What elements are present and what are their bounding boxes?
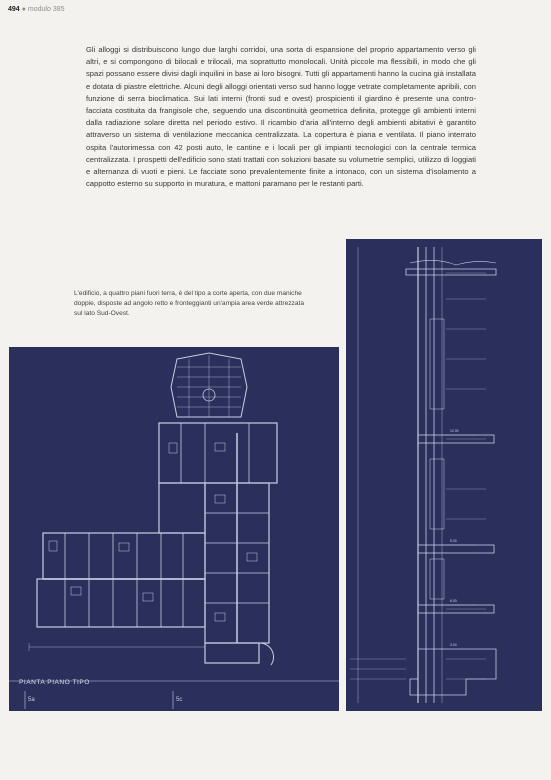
figure-caption: L'edificio, a quattro piani fuori terra, è del tipo a corte aperta, con due maniche doppie, disposte ad angolo retto e fronteggianti un'ampia area verde attrezzata sul lato Sud-Ovest.	[74, 290, 304, 317]
grid-label-5a: 5a	[28, 697, 35, 703]
page-number: 494	[8, 6, 20, 13]
level-label: 6.00	[450, 599, 457, 603]
wall-section-svg	[346, 239, 542, 711]
page-header	[8, 6, 65, 13]
article-body: Gli alloggi si distribuiscono lungo due larghi corridoi, una sorta di espansione del proprio appartamento verso gli altri, e si compongono di bilocali e trilocali, ma soprattutto monolocali. Unità piccole ma flessibili, in modo che gli spazi possano essere divisi dagli inquilini in base ai loro bisogni. Tutti gli appartamenti hanno la cucina già installata e dotata di piastre elettriche. Alcuni degli alloggi orientati verso sud hanno logge vetrate completamente apribili, con funzione di serra bioclimatica. Sui lati interni (fronti sud e ovest) prospicienti il giardino è presente una contro-facciata costituita da frangisole che, seguendo una discontinuità geometrica definita, protegge gli ambienti interni dalla radiazione solare diretta nel periodo estivo. Il ricambio d'aria all'interno degli ambienti abitativi è garantito attraverso un sistema di ventilazione meccanica centralizzata. La copertura è piana e ventilata. Il piano interrato ospita l'autorimessa con 42 posti auto, le cantine e i locali per gli impianti tecnologici con la centrale termica centralizzata. I prospetti dell'edificio sono stati trattati con soluzioni basate su volumetrie semplici, utilizzo di loggiati e alternanza di vuoti e pieni. Le facciate sono prevalentemente finite a intonaco, con un sistema d'isolamento a cappotto esterno su supporto in muratura, e mattoni paramano per le restanti parti.	[86, 45, 476, 189]
level-label: 3.00	[450, 643, 457, 647]
floor-plan-svg	[9, 347, 339, 711]
magazine-name: modulo 385	[27, 6, 65, 13]
wall-section-drawing	[346, 239, 542, 711]
grid-label-5c: 5c	[176, 697, 183, 703]
plan-title: PIANTA PIANO TIPO	[19, 679, 90, 686]
level-label: 12.00	[450, 429, 459, 433]
level-label: 9.00	[450, 539, 457, 543]
bullet-icon: ●	[21, 6, 26, 13]
floor-plan-drawing	[9, 347, 339, 711]
